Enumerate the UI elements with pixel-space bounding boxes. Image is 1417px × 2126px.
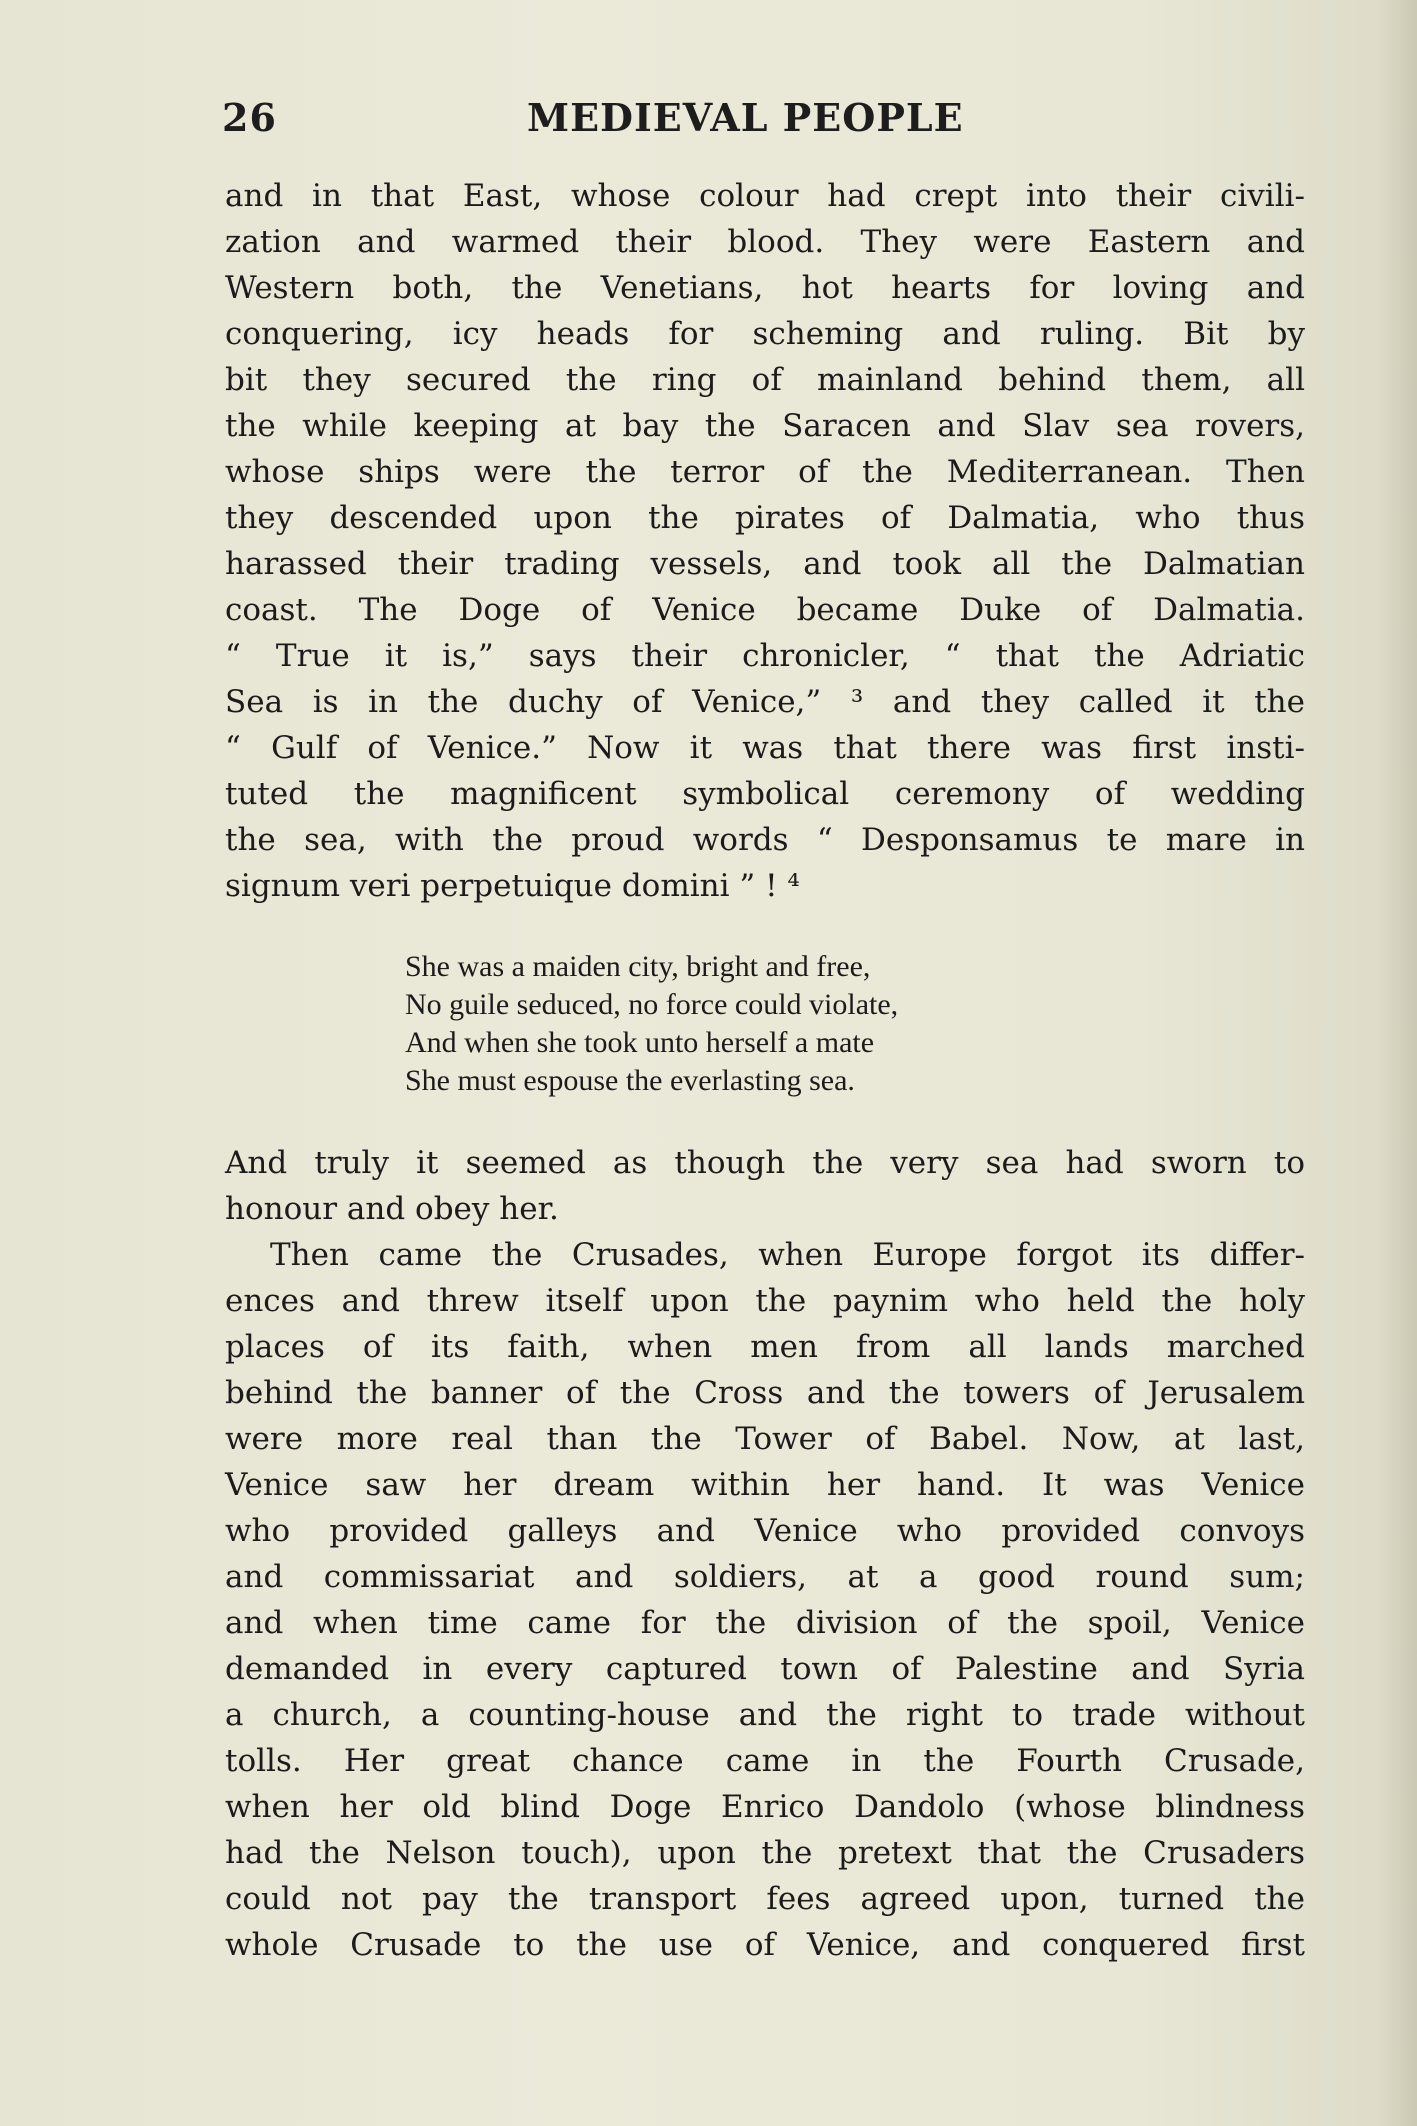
text-line: who provided galleys and Venice who provided convoys (225, 1513, 1305, 1549)
page-header (222, 95, 1302, 145)
verse-line: She must espouse the everlasting sea. (405, 1064, 855, 1097)
text-line: “ True it is,” says their chronicler, “ that the Adriatic (225, 638, 1305, 674)
text-line: whole Crusade to the use of Venice, and conquered first (225, 1927, 1305, 1963)
text-line: And truly it seemed as though the very sea had sworn to (225, 1145, 1305, 1181)
text-line: signum veri perpetuique domini ” ! ⁴ (225, 868, 800, 904)
text-line: Western both, the Venetians, hot hearts for loving and (225, 270, 1305, 306)
text-line: conquering, icy heads for scheming and ruling. Bit by (225, 316, 1305, 352)
text-line: and commissariat and soldiers, at a good round sum; (225, 1559, 1305, 1595)
verse-line: She was a maiden city, bright and free, (405, 950, 871, 983)
text-line: and when time came for the division of the spoil, Venice (225, 1605, 1305, 1641)
text-line: and in that East, whose colour had crept into their civili- (225, 178, 1305, 214)
page-gutter-shadow (1377, 0, 1417, 2126)
verse-line: And when she took unto herself a mate (405, 1026, 875, 1059)
text-line: harassed their trading vessels, and took all the Dalmatian (225, 546, 1305, 582)
text-line: Venice saw her dream within her hand. It was Venice (225, 1467, 1305, 1503)
text-line: behind the banner of the Cross and the towers of Jerusalem (225, 1375, 1305, 1411)
text-line: when her old blind Doge Enrico Dandolo (whose blindness (225, 1789, 1305, 1825)
running-head: MEDIEVAL PEOPLE (527, 95, 964, 140)
text-line: zation and warmed their blood. They were Eastern and (225, 224, 1305, 260)
page-number: 26 (222, 95, 277, 140)
text-line: the while keeping at bay the Saracen and Slav sea rovers, (225, 408, 1305, 444)
text-line: were more real than the Tower of Babel. Now, at last, (225, 1421, 1305, 1457)
text-line: “ Gulf of Venice.” Now it was that there was first insti- (225, 730, 1305, 766)
paragraph-1 (225, 173, 1305, 909)
text-line: Then came the Crusades, when Europe forgot its differ- (270, 1237, 1305, 1273)
text-line: the sea, with the proud words “ Desponsamus te mare in (225, 822, 1305, 858)
text-line: honour and obey her. (225, 1191, 559, 1227)
paragraph-3 (225, 1232, 1305, 1968)
text-line: whose ships were the terror of the Mediterranean. Then (225, 454, 1305, 490)
text-line: tuted the magnificent symbolical ceremony of wedding (225, 776, 1305, 812)
text-line: they descended upon the pirates of Dalmatia, who thus (225, 500, 1305, 536)
verse-quotation (405, 948, 1185, 1100)
text-line: ences and threw itself upon the paynim who held the holy (225, 1283, 1305, 1319)
text-line: demanded in every captured town of Palestine and Syria (225, 1651, 1305, 1687)
text-line: bit they secured the ring of mainland behind them, all (225, 362, 1305, 398)
text-line: could not pay the transport fees agreed upon, turned the (225, 1881, 1305, 1917)
text-line: coast. The Doge of Venice became Duke of Dalmatia. (225, 592, 1305, 628)
text-line: had the Nelson touch), upon the pretext that the Crusaders (225, 1835, 1305, 1871)
text-line: tolls. Her great chance came in the Fourth Crusade, (225, 1743, 1305, 1779)
text-line: Sea is in the duchy of Venice,” ³ and they called it the (225, 684, 1305, 720)
paragraph-2 (225, 1140, 1305, 1232)
text-line: a church, a counting-house and the right to trade without (225, 1697, 1305, 1733)
text-line: places of its faith, when men from all lands marched (225, 1329, 1305, 1365)
verse-line: No guile seduced, no force could violate, (405, 988, 899, 1021)
